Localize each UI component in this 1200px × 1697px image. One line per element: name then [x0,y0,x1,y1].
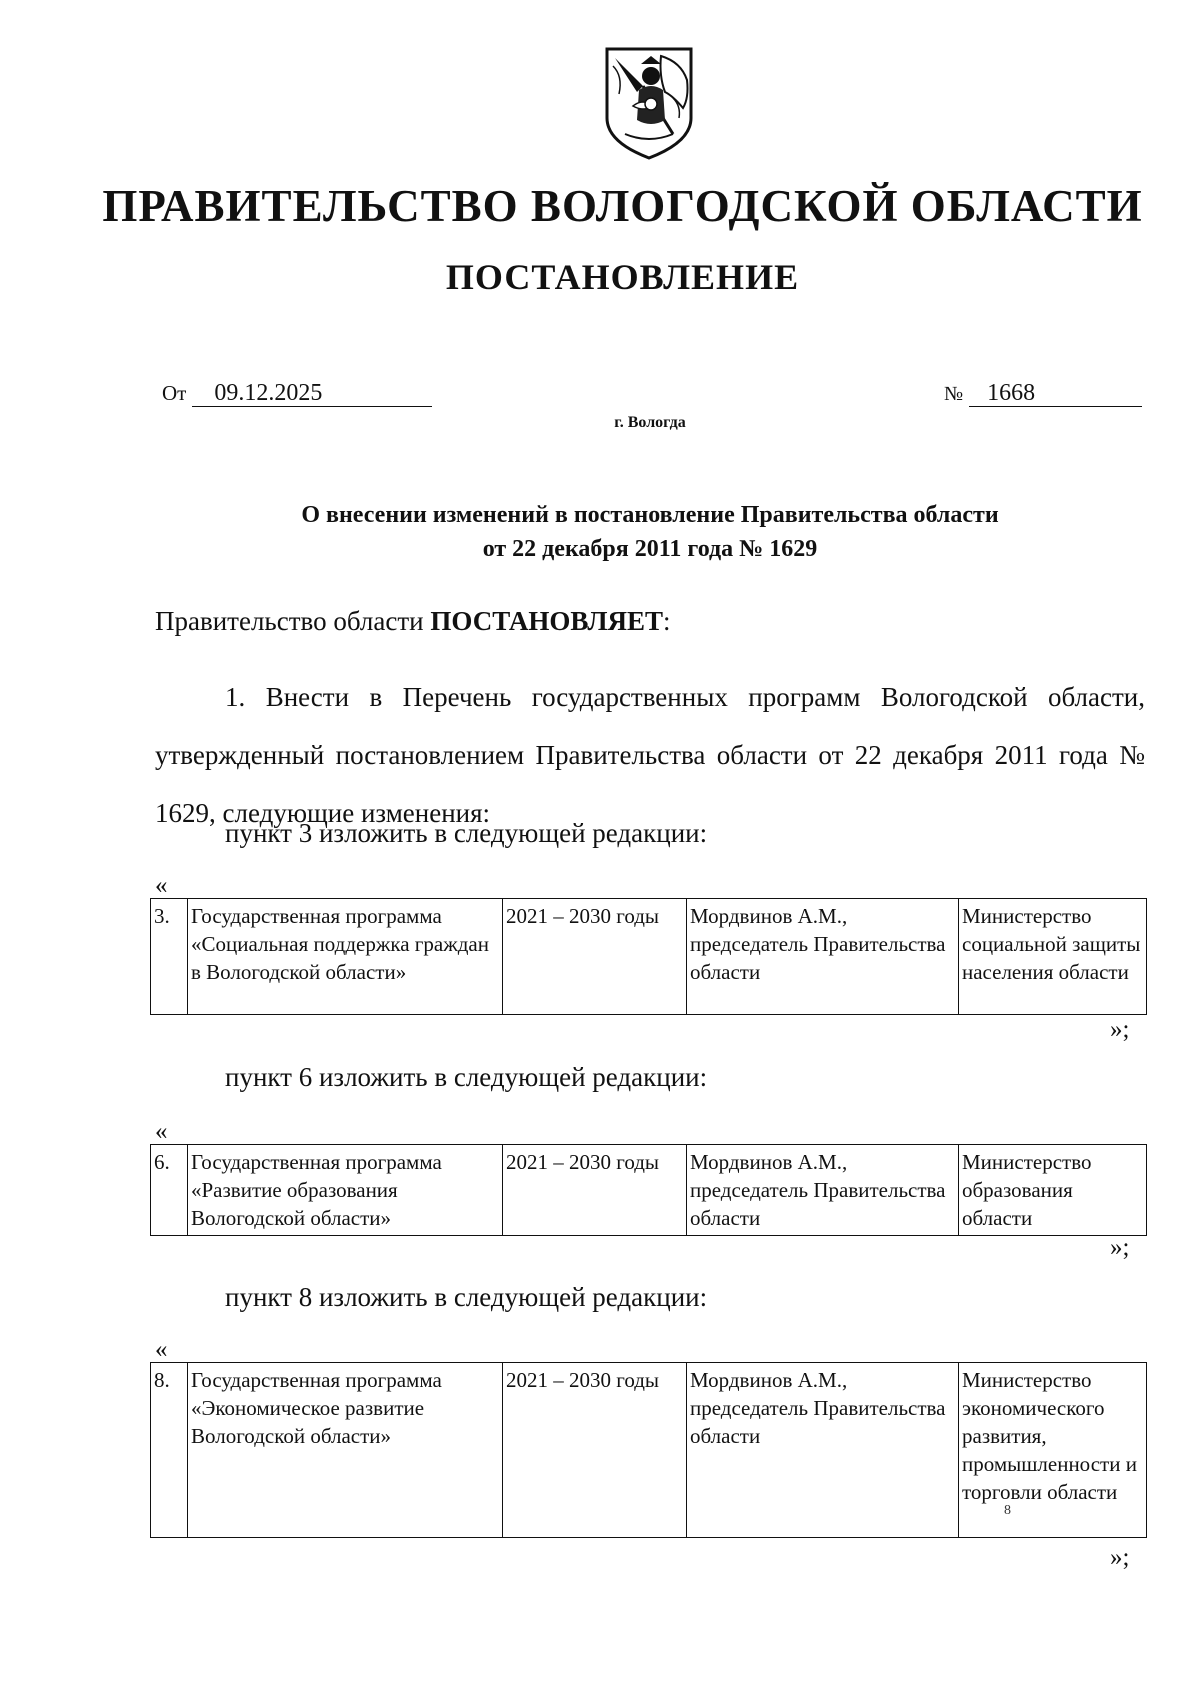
item-number: 6. [151,1145,188,1236]
program-executor: Министерство образования области [959,1145,1147,1236]
program-lead: Мордвинов А.М., председатель Правительства области [687,1145,959,1236]
quote-close: »; [1110,1016,1130,1043]
item-number: 3. [151,899,188,1015]
paragraph-1-text: 1. Внести в Перечень государственных программ Вологодской области, утвержденный постановлением Правительства области от 22 декабря 2011 года № 1629, следующие изменения: [155,682,1145,828]
decree-subject [150,498,1150,566]
date-value: 09.12.2025 [192,380,432,407]
organization-title: ПРАВИТЕЛЬСТВО ВОЛОГОДСКОЙ ОБЛАСТИ [102,181,1143,231]
coat-of-arms-icon [603,46,695,162]
subject-line-2: от 22 декабря 2011 года № 1629 [482,536,818,562]
program-name: Государственная программа «Социальная поддержка граждан в Вологодской области» [188,899,503,1015]
city: г. Вологда [614,414,686,431]
date-label: От [162,381,187,405]
item-intro-3: пункт 3 изложить в следующей редакции: [225,818,708,848]
quote-close: »; [1110,1544,1130,1571]
program-name: Государственная программа «Экономическое развитие Вологодской области» [188,1363,503,1538]
document-type: ПОСТАНОВЛЕНИЕ [445,257,800,297]
item-number: 8. [151,1363,188,1538]
resolve-suffix: : [662,606,671,636]
number-value: 1668 [969,380,1142,407]
program-table-3 [150,898,1147,1015]
program-name: Государственная программа «Развитие образования Вологодской области» [188,1145,503,1236]
resolve-line [155,606,671,637]
table-row [151,899,1147,1015]
decree-date [162,380,432,407]
program-years: 2021 – 2030 годы [503,1363,687,1538]
quote-open: « [155,1336,168,1363]
program-table-6 [150,1144,1147,1236]
program-years: 2021 – 2030 годы [503,1145,687,1236]
program-executor: Министерство экономического развития, промышленности и торговли области [959,1363,1147,1538]
number-label: № [944,383,964,405]
program-table-8 [150,1362,1147,1538]
resolve-prefix: Правительство области [155,606,431,636]
quote-close: »; [1110,1234,1130,1261]
program-years: 2021 – 2030 годы [503,899,687,1015]
quote-open: « [155,1118,168,1145]
program-lead: Мордвинов А.М., председатель Правительства области [687,1363,959,1538]
stray-mark: 8 [1004,1503,1011,1518]
decree-number [944,380,1142,407]
item-intro-6: пункт 6 изложить в следующей редакции: [225,1062,708,1092]
item-intro-8: пункт 8 изложить в следующей редакции: [225,1282,708,1312]
table-row [151,1145,1147,1236]
paragraph-1 [155,668,1145,842]
quote-open: « [155,872,168,899]
subject-line-1: О внесении изменений в постановление Правительства области [301,502,999,528]
program-lead: Мордвинов А.М., председатель Правительства области [687,899,959,1015]
resolve-word: ПОСТАНОВЛЯЕТ [430,606,663,636]
table-row [151,1363,1147,1538]
program-executor: Министерство социальной защиты населения области [959,899,1147,1015]
